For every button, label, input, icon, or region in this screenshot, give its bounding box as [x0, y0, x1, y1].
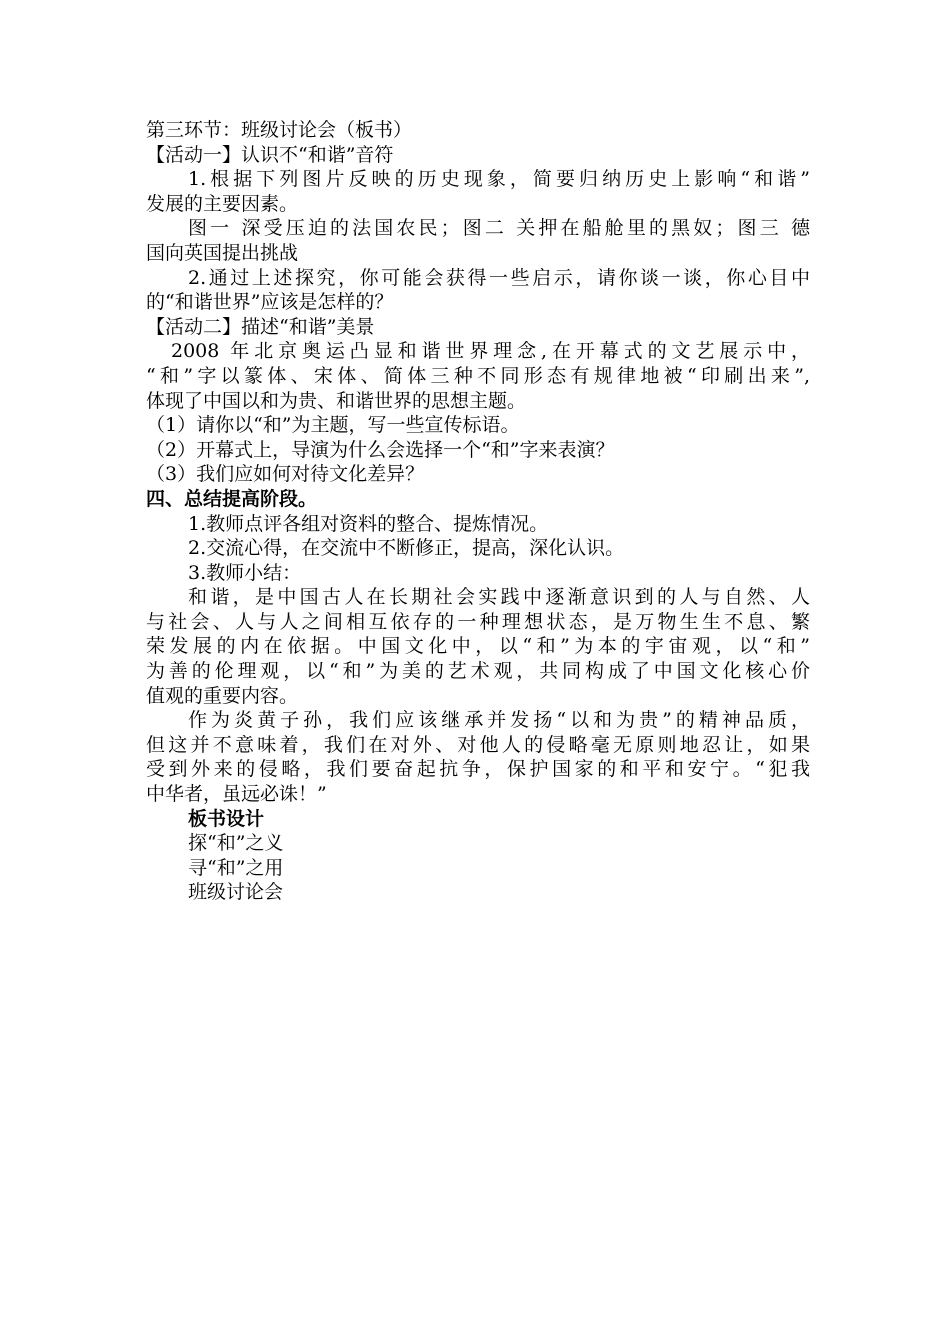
- document-page: [146, 118, 810, 905]
- paragraph-line: 1.根据下列图片反映的历史现象，简要归纳历史上影响“和谐”: [188, 168, 810, 191]
- question-line: （2）开幕式上，导演为什么会选择一个“和”字来表演？: [146, 438, 615, 461]
- paragraph-line: 的“和谐世界”应该是怎样的？: [146, 291, 394, 314]
- board-line: 班级讨论会: [188, 881, 284, 904]
- paragraph-line: 2008 年北京奥运凸显和谐世界理念,在开幕式的文艺展示中，: [171, 340, 810, 363]
- paragraph-line: 图一 深受压迫的法国农民；图二 关押在船舱里的黑奴；图三 德: [188, 217, 810, 240]
- paragraph-line: 中华者，虽远必诛！”: [146, 783, 327, 806]
- activity-title: 【活动一】认识不“和谐”音符: [146, 143, 394, 166]
- question-line: （3）我们应如何对待文化差异？: [146, 463, 425, 486]
- list-item: 2.交流心得，在交流中不断修正，提高，深化认识。: [188, 537, 625, 560]
- paragraph-line: 作为炎黄子孙，我们应该继承并发扬“以和为贵”的精神品质，: [188, 709, 810, 732]
- board-line: 寻“和”之用: [188, 856, 284, 879]
- paragraph-line: 发展的主要因素。: [146, 192, 299, 215]
- list-item: 1.教师点评各组对资料的整合、提炼情况。: [188, 512, 549, 535]
- paragraph-line: “和”字以篆体、宋体、简体三种不同形态有规律地被“印刷出来”,: [146, 364, 810, 387]
- paragraph-line: 荣发展的内在依据。中国文化中，以“和”为本的宇宙观，以“和”: [146, 635, 810, 658]
- question-line: （1）请你以“和”为主题，写一些宣传标语。: [146, 414, 520, 437]
- paragraph-line: 国向英国提出挑战: [146, 241, 299, 264]
- paragraph-line: 与社会、人与人之间相互依存的一种理想状态，是万物生生不息、繁: [146, 610, 810, 633]
- section-heading: 四、总结提高阶段。: [146, 487, 318, 510]
- paragraph-line: 2.通过上述探究，你可能会获得一些启示，请你谈一谈，你心目中: [188, 266, 810, 289]
- board-line: 探“和”之义: [188, 832, 284, 855]
- list-item: 3.教师小结：: [188, 561, 302, 584]
- section-heading: 第三环节：班级讨论会（板书）: [146, 119, 413, 141]
- paragraph-line: 体现了中国以和为贵、和谐世界的思想主题。: [146, 389, 527, 412]
- paragraph-line: 但这并不意味着，我们在对外、对他人的侵略毫无原则地忍让，如果: [146, 733, 810, 756]
- paragraph-line: 受到外来的侵略，我们要奋起抗争，保护国家的和平和安宁。“犯我: [146, 758, 810, 781]
- paragraph-line: 和谐，是中国古人在长期社会实践中逐渐意识到的人与自然、人: [188, 586, 810, 609]
- paragraph-line: 值观的重要内容。: [146, 684, 299, 707]
- activity-title: 【活动二】描述“和谐”美景: [146, 315, 375, 338]
- board-design-title: 板书设计: [188, 807, 265, 830]
- paragraph-line: 为善的伦理观，以“和”为美的艺术观，共同构成了中国文化核心价: [146, 660, 810, 683]
